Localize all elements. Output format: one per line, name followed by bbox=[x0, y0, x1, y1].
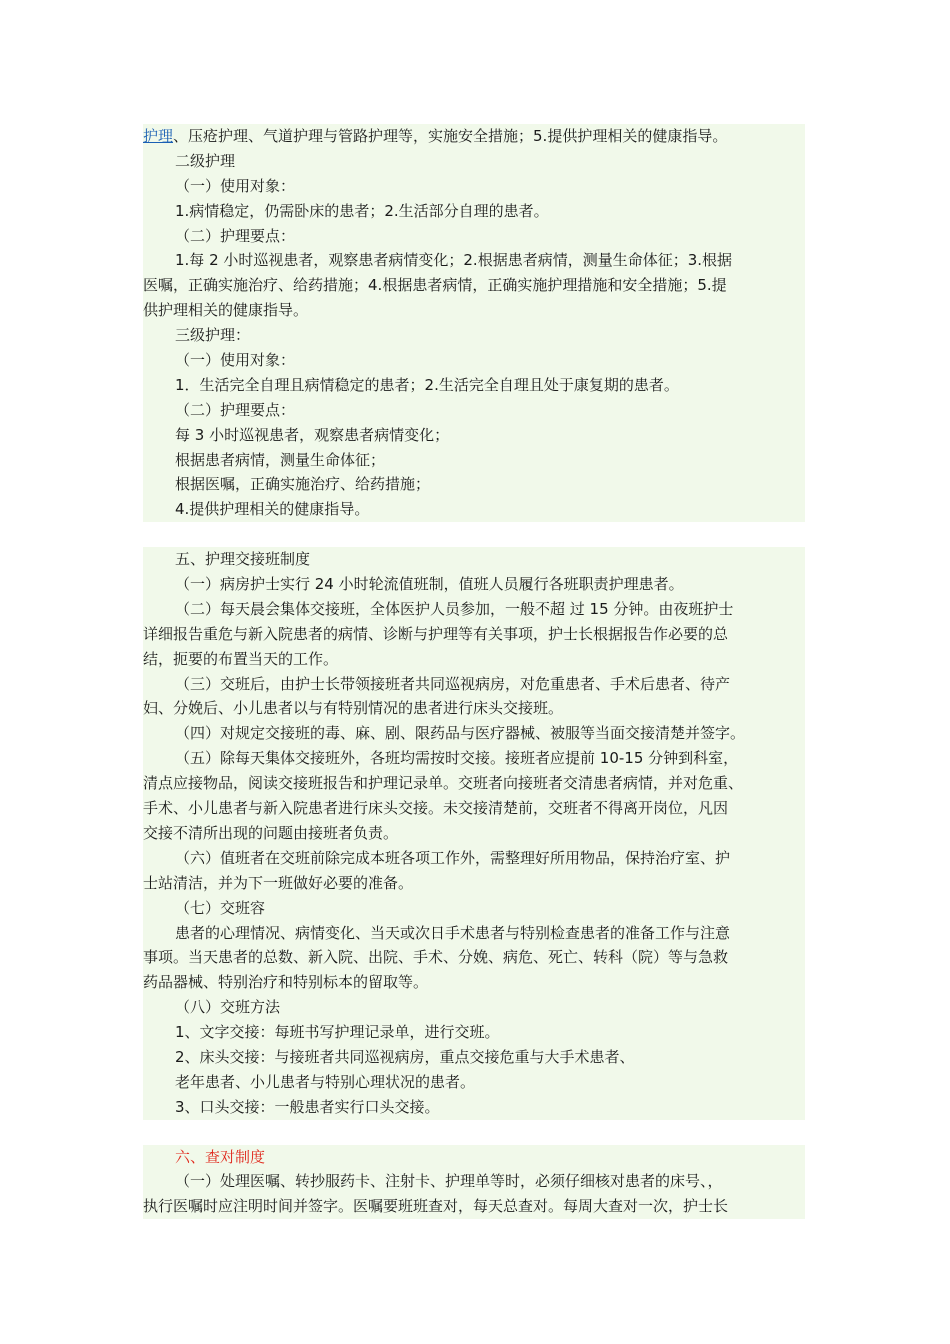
text-line: 手术、小儿患者与新入院患者进行床头交接。未交接清楚前，交班者不得离开岗位，凡因 bbox=[143, 796, 805, 821]
text-line: 三级护理： bbox=[143, 323, 805, 348]
text-line: 根据患者病情，测量生命体征； bbox=[143, 448, 805, 473]
text-line: 供护理相关的健康指导。 bbox=[143, 298, 805, 323]
text-line: （一）处理医嘱、转抄服药卡、注射卡、护理单等时，必须仔细核对患者的床号、， bbox=[143, 1169, 805, 1194]
body-lines bbox=[143, 149, 805, 1219]
text-line: 清点应接物品，阅读交接班报告和护理记录单。交班者向接班者交清患者病情，并对危重、 bbox=[143, 771, 805, 796]
text-line: 二级护理 bbox=[143, 149, 805, 174]
text-line: （二）每天晨会集体交接班，全体医护人员参加，一般不超 过 15 分钟。由夜班护士 bbox=[143, 597, 805, 622]
text-line: 3、口头交接：一般患者实行口头交接。 bbox=[143, 1095, 805, 1120]
text-line: 1．生活完全自理且病情稳定的患者；2.生活完全自理且处于康复期的患者。 bbox=[143, 373, 805, 398]
text-line: 4.提供护理相关的健康指导。 bbox=[143, 497, 805, 522]
text-line: 执行医嘱时应注明时间并签字。医嘱要班班查对，每天总查对。每周大查对一次，护士长 bbox=[143, 1194, 805, 1219]
text-line: 士站清洁，并为下一班做好必要的准备。 bbox=[143, 871, 805, 896]
document-page bbox=[143, 124, 805, 1219]
text-line: （六）值班者在交班前除完成本班各项工作外，需整理好所用物品，保持治疗室、护 bbox=[143, 846, 805, 871]
text-line: 事项。当天患者的总数、新入院、出院、手术、分娩、病危、死亡、转科（院）等与急救 bbox=[143, 945, 805, 970]
section-heading: 六、查对制度 bbox=[143, 1145, 805, 1170]
text-line: （七）交班容 bbox=[143, 896, 805, 921]
text-line: （一）使用对象： bbox=[143, 174, 805, 199]
text-line: 五、护理交接班制度 bbox=[143, 547, 805, 572]
text-line: 老年患者、小儿患者与特别心理状况的患者。 bbox=[143, 1070, 805, 1095]
text-line: 详细报告重危与新入院患者的病情、诊断与护理等有关事项，护士长根据报告作必要的总 bbox=[143, 622, 805, 647]
text-line: 每 3 小时巡视患者，观察患者病情变化； bbox=[143, 423, 805, 448]
text-line: 1.每 2 小时巡视患者，观察患者病情变化；2.根据患者病情，测量生命体征；3.根据 bbox=[143, 248, 805, 273]
text-line: 2、床头交接：与接班者共同巡视病房，重点交接危重与大手术患者、 bbox=[143, 1045, 805, 1070]
text-line: 1、文字交接：每班书写护理记录单，进行交班。 bbox=[143, 1020, 805, 1045]
text-line: （一）病房护士实行 24 小时轮流值班制，值班人员履行各班职责护理患者。 bbox=[143, 572, 805, 597]
text-line bbox=[143, 124, 805, 149]
text-line: 结，扼要的布置当天的工作。 bbox=[143, 647, 805, 672]
text-line: （三）交班后，由护士长带领接班者共同巡视病房，对危重患者、手术后患者、待产 bbox=[143, 672, 805, 697]
text-line: 1.病情稳定，仍需卧床的患者；2.生活部分自理的患者。 bbox=[143, 199, 805, 224]
text-line: 药品器械、特别治疗和特别标本的留取等。 bbox=[143, 970, 805, 995]
text-line: （二）护理要点： bbox=[143, 224, 805, 249]
nursing-link[interactable]: 护理 bbox=[143, 127, 174, 145]
text-line: （一）使用对象： bbox=[143, 348, 805, 373]
text-line bbox=[143, 1120, 805, 1145]
text-line bbox=[143, 522, 805, 547]
text-line: 医嘱，正确实施治疗、给药措施；4.根据患者病情，正确实施护理措施和安全措施；5.提 bbox=[143, 273, 805, 298]
text-line: （八）交班方法 bbox=[143, 995, 805, 1020]
text-line: 交接不清所出现的问题由接班者负责。 bbox=[143, 821, 805, 846]
text-line: （二）护理要点： bbox=[143, 398, 805, 423]
text-line: 患者的心理情况、病情变化、当天或次日手术患者与特别检查患者的准备工作与注意 bbox=[143, 921, 805, 946]
text-line: （四）对规定交接班的毒、麻、剧、限药品与医疗器械、被服等当面交接清楚并签字。 bbox=[143, 721, 805, 746]
line-text: 、压疮护理、气道护理与管路护理等，实施安全措施；5.提供护理相关的健康指导。 bbox=[173, 127, 728, 145]
text-line: 妇、分娩后、小儿患者以与有特别情况的患者进行床头交接班。 bbox=[143, 696, 805, 721]
text-line: 根据医嘱，正确实施治疗、给药措施； bbox=[143, 472, 805, 497]
text-line: （五）除每天集体交接班外，各班均需按时交接。接班者应提前 10-15 分钟到科室， bbox=[143, 746, 805, 771]
